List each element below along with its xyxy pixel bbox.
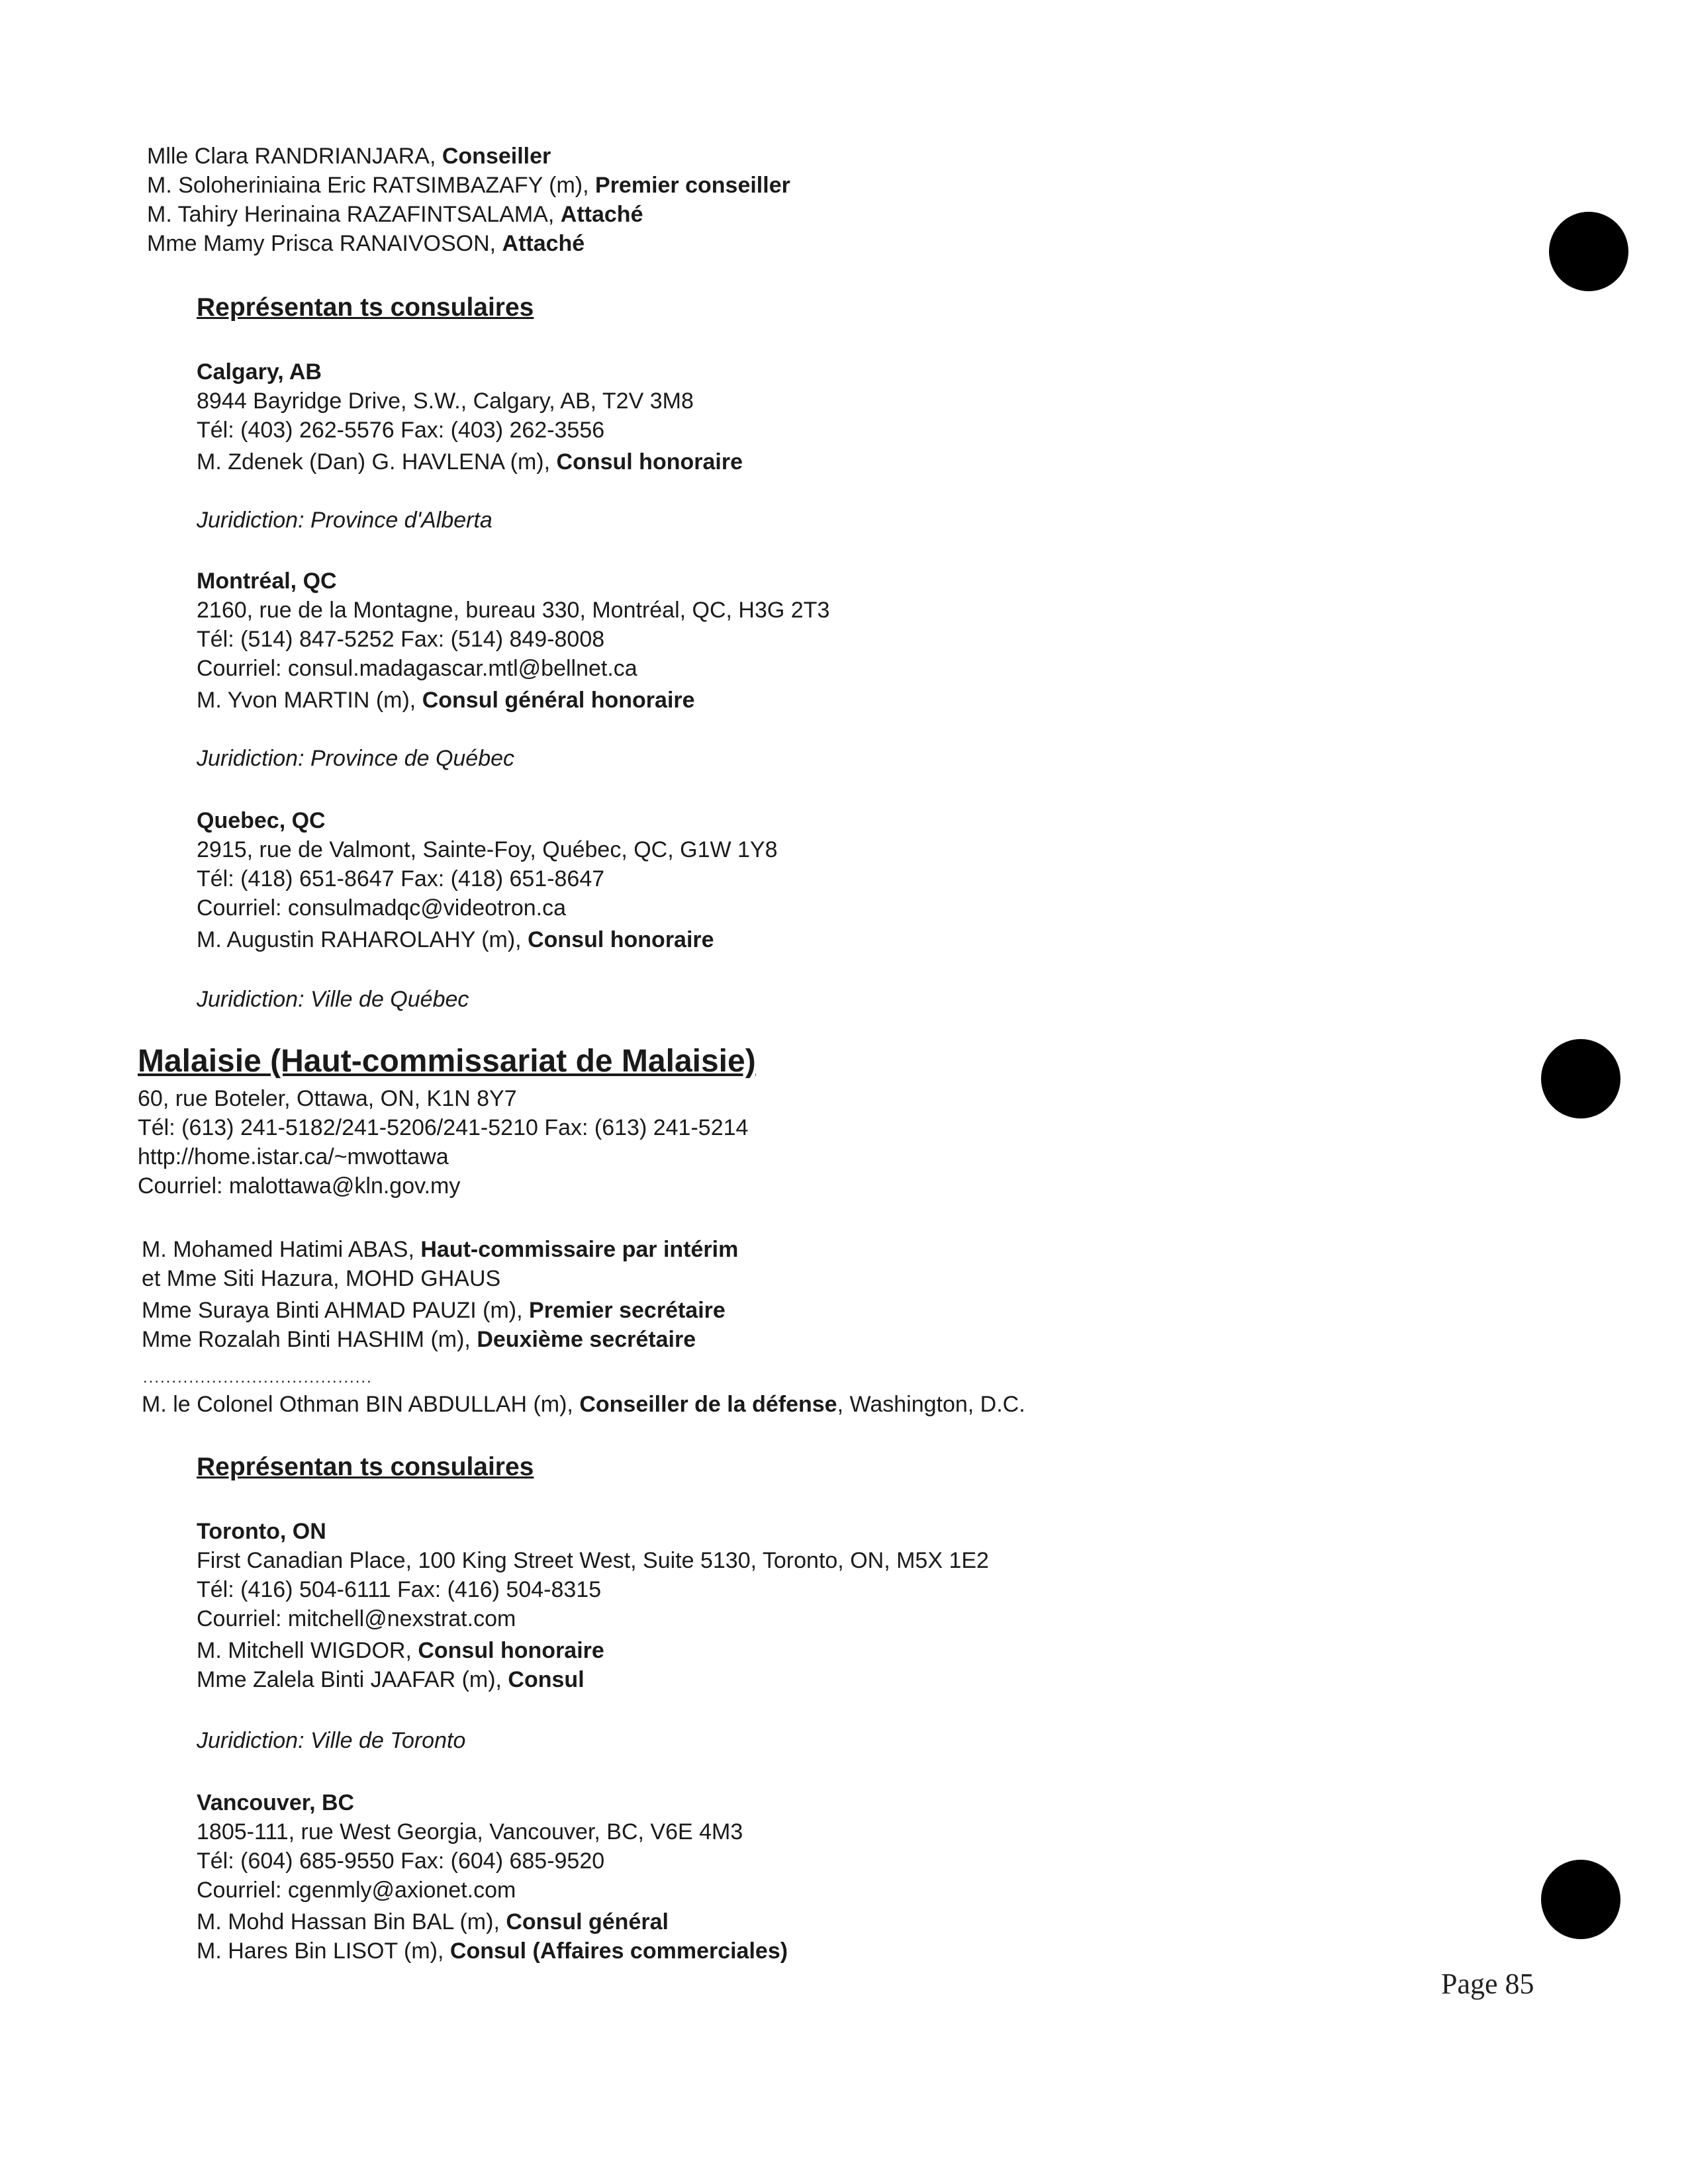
jurisdiction-note: Juridiction: Province d'Alberta — [197, 508, 492, 533]
staff-line: M. Augustin RAHAROLAHY (m), Consul honoraire — [197, 927, 714, 952]
jurisdiction-note: Juridiction: Ville de Toronto — [197, 1728, 466, 1753]
office-montreal — [197, 567, 829, 715]
mission-staff-list — [142, 1235, 738, 1354]
staff-line: Mlle Clara RANDRIANJARA, Conseiller — [147, 144, 551, 169]
jurisdiction-note: Juridiction: Ville de Québec — [197, 987, 469, 1012]
mission-address — [138, 1084, 748, 1201]
staff-line: Mme Suraya Binti AHMAD PAUZI (m), Premier secrétaire — [142, 1298, 726, 1323]
office-email: Courriel: consulmadqc@videotron.ca — [197, 895, 566, 921]
punch-hole — [1549, 212, 1628, 291]
office-phone: Tél: (514) 847-5252 Fax: (514) 849-8008 — [197, 627, 605, 652]
office-phone: Tél: (416) 504-6111 Fax: (416) 504-8315 — [197, 1577, 602, 1602]
office-city: Calgary, AB — [197, 359, 322, 385]
staff-line: Mme Zalela Binti JAAFAR (m), Consul — [197, 1667, 585, 1692]
dotted-separator: ........................................ — [143, 1369, 373, 1387]
staff-line: M. Tahiry Herinaina RAZAFINTSALAMA, Attaché — [147, 202, 643, 227]
office-email: Courriel: cgenmly@axionet.com — [197, 1878, 516, 1903]
office-calgary — [197, 357, 743, 477]
office-email: Courriel: consul.madagascar.mtl@bellnet.ca — [197, 656, 637, 681]
staff-line: M. Mohd Hassan Bin BAL (m), Consul général — [197, 1909, 669, 1934]
jurisdiction-note: Juridiction: Province de Québec — [197, 746, 515, 771]
office-address: 2915, rue de Valmont, Sainte-Foy, Québec, QC, G1W 1Y8 — [197, 837, 778, 862]
office-quebec — [197, 806, 778, 954]
office-address: First Canadian Place, 100 King Street West, Suite 5130, Toronto, ON, M5X 1E2 — [197, 1548, 989, 1573]
office-vancouver — [197, 1788, 788, 1966]
consular-heading: Représentan ts consulaires — [197, 293, 534, 322]
staff-line: Mme Mamy Prisca RANAIVOSON, Attaché — [147, 231, 585, 256]
office-phone: Tél: (403) 262-5576 Fax: (403) 262-3556 — [197, 418, 605, 443]
staff-line: M. Mitchell WIGDOR, Consul honoraire — [197, 1638, 604, 1663]
office-city: Quebec, QC — [197, 808, 326, 833]
office-email: Courriel: mitchell@nexstrat.com — [197, 1606, 516, 1631]
consular-heading: Représentan ts consulaires — [197, 1453, 534, 1481]
punch-hole — [1541, 1039, 1620, 1118]
staff-line: M. Hares Bin LISOT (m), Consul (Affaires commerciales) — [197, 1938, 788, 1964]
country-heading: Malaisie (Haut-commissariat de Malaisie) — [138, 1044, 756, 1079]
office-city: Montréal, QC — [197, 569, 337, 594]
office-phone: Tél: (418) 651-8647 Fax: (418) 651-8647 — [197, 866, 605, 891]
office-address: 1805-111, rue West Georgia, Vancouver, BC, V6E 4M3 — [197, 1819, 743, 1844]
office-phone: Tél: (604) 685-9550 Fax: (604) 685-9520 — [197, 1848, 605, 1874]
staff-line: M. Mohamed Hatimi ABAS, Haut-commissaire par intérim — [142, 1237, 739, 1262]
mission-website: http://home.istar.ca/~mwottawa — [138, 1144, 449, 1169]
office-address: 8944 Bayridge Drive, S.W., Calgary, AB, T2V 3M8 — [197, 388, 694, 414]
mission-phone: Tél: (613) 241-5182/241-5206/241-5210 Fax: (613) 241-5214 — [138, 1115, 749, 1140]
defense-attache-line: M. le Colonel Othman BIN ABDULLAH (m), Conseiller de la défense, Washington, D.C. — [142, 1392, 1025, 1417]
office-toronto — [197, 1517, 989, 1694]
top-staff-list — [147, 142, 790, 258]
page-number: Page 85 — [1441, 1968, 1534, 2000]
staff-line: et Mme Siti Hazura, MOHD GHAUS — [142, 1266, 501, 1291]
mission-street: 60, rue Boteler, Ottawa, ON, K1N 8Y7 — [138, 1086, 517, 1111]
office-address: 2160, rue de la Montagne, bureau 330, Montréal, QC, H3G 2T3 — [197, 598, 830, 623]
staff-line: M. Soloheriniaina Eric RATSIMBAZAFY (m), Premier conseiller — [147, 173, 790, 198]
staff-line: M. Zdenek (Dan) G. HAVLENA (m), Consul honoraire — [197, 449, 743, 475]
office-city: Vancouver, BC — [197, 1790, 355, 1815]
staff-line: Mme Rozalah Binti HASHIM (m), Deuxième secrétaire — [142, 1327, 696, 1352]
staff-line: M. Yvon MARTIN (m), Consul général honoraire — [197, 688, 695, 713]
punch-hole — [1541, 1860, 1620, 1939]
mission-email: Courriel: malottawa@kln.gov.my — [138, 1173, 461, 1199]
office-city: Toronto, ON — [197, 1519, 326, 1544]
